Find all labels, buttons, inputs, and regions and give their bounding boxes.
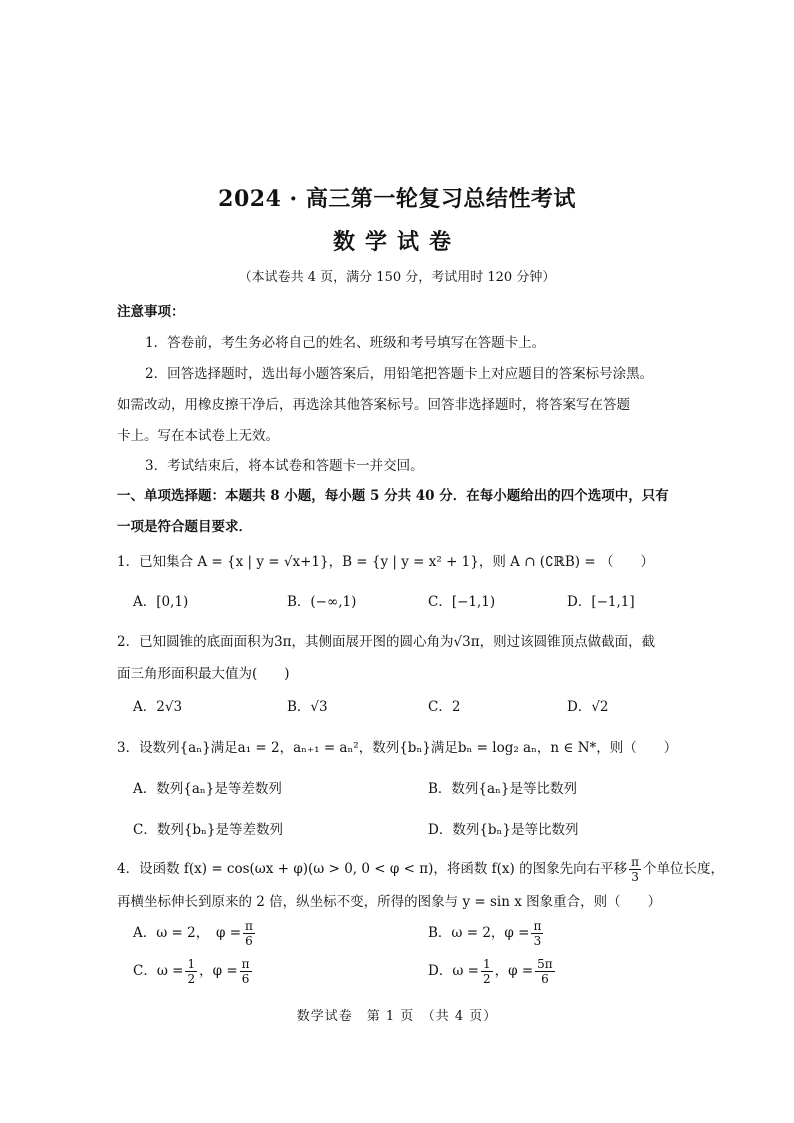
option-c-prefix: C．ω = [133, 963, 184, 979]
option-d-omega-den: 2 [482, 972, 491, 986]
option-c-phi-den: 6 [241, 972, 250, 986]
question-1-option-c: C．[−1,1) [428, 594, 496, 610]
option-c-omega-num: 1 [187, 957, 196, 971]
question-3-option-d: D．数列{bₙ}是等比数列 [428, 822, 579, 838]
option-c-omega-den: 2 [187, 972, 196, 986]
option-c-phi-num: π [241, 957, 250, 971]
option-a-phi-den: 6 [245, 934, 253, 948]
option-a-phi [243, 920, 255, 947]
shift-fraction [629, 856, 641, 883]
shift-denominator: 3 [631, 870, 639, 884]
question-2-option-c: C．2 [428, 699, 461, 715]
question-4-option-d [428, 958, 557, 985]
option-d-prefix: D．ω = [428, 963, 479, 979]
question-4-option-a [133, 920, 257, 947]
notice-item-2-line-2: 如需改动，用橡皮擦干净后，再选涂其他答案标号。回答非选择题时，将答案写在答题 [117, 397, 630, 413]
notice-item-2-line-1: 2．回答选择题时，选出每小题答案后，用铅笔把答题卡上对应题目的答案标号涂黑。 [145, 366, 654, 382]
question-1-option-d: D．[−1,1] [567, 594, 635, 610]
question-4-stem-line-2: 再横坐标伸长到原来的 2 倍，纵坐标不变，所得的图象与 y = sin x 图象重合，则（ ） [117, 894, 662, 910]
exam-info: （本试卷共 4 页，满分 150 分，考试用时 120 分钟） [238, 270, 556, 285]
option-b-phi-num: π [533, 919, 542, 933]
question-3-option-c: C．数列{bₙ}是等差数列 [133, 822, 283, 838]
question-1-option-a: A．[0,1) [133, 594, 189, 610]
option-d-phi [535, 958, 555, 985]
option-d-omega-num: 1 [482, 957, 491, 971]
option-d-phi-num: 5π [537, 957, 553, 971]
option-d-phi-den: 6 [541, 972, 549, 986]
option-d-mid: ，φ = [494, 963, 534, 979]
option-b-phi [531, 920, 543, 947]
section-heading-line-1: 一、单项选择题：本题共 8 小题，每小题 5 分共 40 分．在每小题给出的四个选项中，只有 [117, 488, 669, 504]
question-4-stem-line-1 [117, 856, 724, 883]
question-2-option-d: D．√2 [567, 699, 609, 715]
question-3-option-a: A．数列{aₙ}是等差数列 [133, 781, 282, 797]
section-heading-line-2: 一项是符合题目要求． [117, 519, 252, 535]
question-4-option-b [428, 920, 545, 947]
question-4-option-c [133, 958, 254, 985]
question-2-stem-line-1: 2．已知圆锥的底面面积为3π，其侧面展开图的圆心角为√3π，则过该圆锥顶点做截面，截 [117, 634, 656, 650]
question-1-option-b: B．(−∞,1) [287, 594, 357, 610]
notice-item-2-line-3: 卡上。写在本试卷上无效。 [117, 428, 279, 444]
option-a-phi-num: π [245, 919, 253, 933]
question-4-stem-part-1: 4．设函数 f(x) = cos(ωx + φ)(ω > 0, 0 < φ < π)，将函数 f(x) 的图象先向右平移 [117, 861, 628, 877]
question-4-stem-part-2: 个单位长度， [642, 861, 724, 877]
question-3-stem: 3．设数列{aₙ}满足a₁ = 2，aₙ₊₁ = aₙ²，数列{bₙ}满足bₙ = log₂ aₙ，n ∈ N*，则（ ） [117, 740, 678, 756]
notice-item-3: 3．考试结束后，将本试卷和答题卡一并交回。 [145, 458, 424, 474]
shift-numerator: π [631, 855, 639, 869]
question-1-stem: 1．已知集合 A = {x | y = √x+1}，B = {y | y = x² + 1}，则 A ∩ (∁ℝB) = （ ） [117, 554, 654, 570]
page-footer: 数学试卷 第 1 页 （共 4 页） [296, 1009, 498, 1024]
subject-title: 数学试卷 [332, 229, 461, 255]
option-d-omega [481, 958, 493, 985]
question-2-stem-line-2: 面三角形面积最大值为( ) [117, 666, 290, 682]
question-2-option-a: A．2√3 [133, 699, 183, 715]
option-c-phi [240, 958, 252, 985]
option-c-mid: ，φ = [199, 963, 238, 979]
question-2-option-b: B．√3 [287, 699, 328, 715]
option-a-prefix: A．ω = 2， φ = [133, 925, 242, 941]
option-b-prefix: B．ω = 2，φ = [428, 925, 530, 941]
option-b-phi-den: 3 [533, 934, 542, 948]
notice-heading: 注意事项： [117, 304, 185, 320]
option-c-omega [185, 958, 197, 985]
question-3-option-b: B．数列{aₙ}是等比数列 [428, 781, 577, 797]
exam-title: 2024 · 高三第一轮复习总结性考试 [218, 186, 576, 212]
notice-item-1: 1．答卷前，考生务必将自己的姓名、班级和考号填写在答题卡上。 [145, 335, 546, 351]
